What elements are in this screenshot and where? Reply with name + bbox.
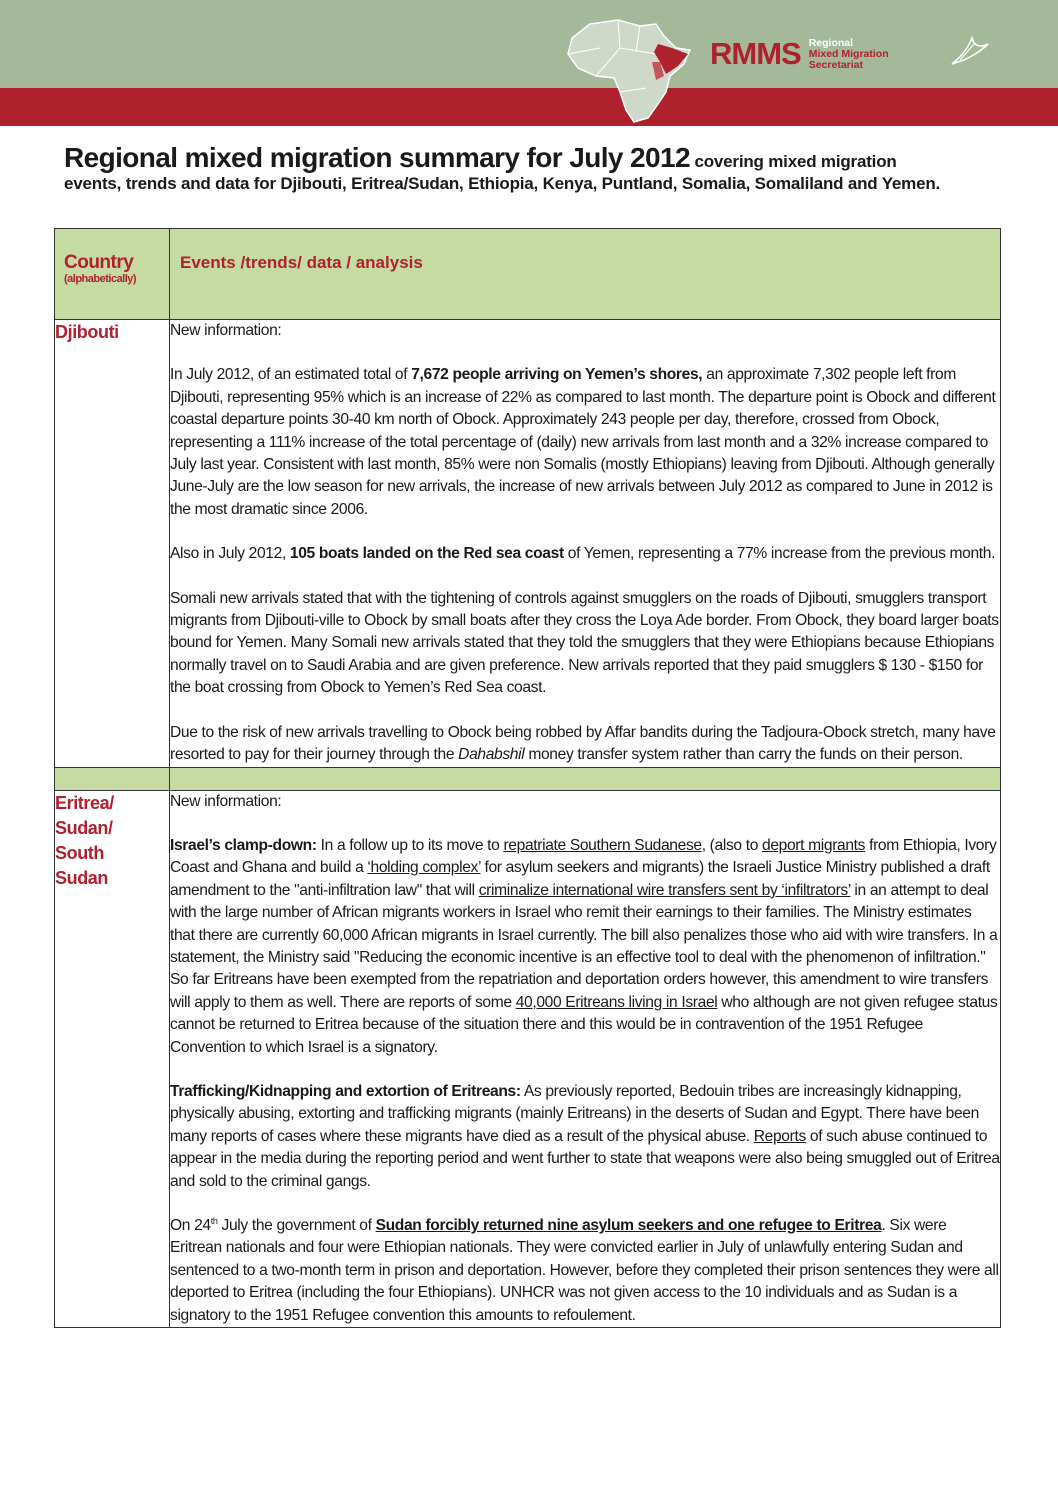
text: In July 2012, of an estimated total of <box>170 366 412 384</box>
bold-text: 105 boats landed on the Red sea coast <box>289 545 564 563</box>
header-events-cell <box>170 229 1001 320</box>
separator-cell <box>170 767 1001 790</box>
new-info-heading: New information: <box>170 792 282 810</box>
eritrea-paragraph-2 <box>170 1081 1000 1193</box>
country-eritrea-sudan <box>55 790 170 1328</box>
text: In a follow up to its move to <box>316 836 504 854</box>
title-main: Regional mixed migration summary for July 2012 <box>64 142 690 173</box>
header-country-note: (alphabetically) <box>64 273 137 285</box>
link-reports[interactable]: Reports <box>753 1127 806 1145</box>
title-sub-inline: covering mixed migration <box>689 152 897 171</box>
eritrea-paragraph-1 <box>170 835 1000 1059</box>
rmms-logo <box>710 34 889 74</box>
country-line: Sudan <box>55 867 109 888</box>
text: for asylum seekers and migrants) the Israeli Justice Ministry published a draft amendment to the "anti-infiltration law" that will <box>170 859 990 899</box>
text: . Six were Eritrean nationals and four were Ethiopian nationals. They were convicted earlier in July of unlawfully entering Sudan and sentenced to a two-month term in prison and deportation. However, before they completed their prison sentences they were all deported to Eritrea (including the four Ethiopians). UNHCR was not given access to the 10 individuals and as Sudan is a signatory to the 1951 Refugee convention this amounts to refoulement. <box>170 1217 999 1324</box>
paragraph-heading: Israel’s clamp-down: <box>170 836 317 854</box>
text: Also in July 2012, <box>170 545 290 563</box>
text: On 24 <box>170 1217 211 1234</box>
link-eritreans-israel[interactable]: 40,000 Eritreans living in Israel <box>515 993 718 1011</box>
text: in an attempt to deal with the large number of African migrants workers in Israel who remit their earnings to their families. The Ministry estimates that there are currently 60,000 African migrants in Israel currently. The bill also penalizes those who aid with wire transfers. In a statement, the Ministry said "Reducing the economic incentive is an effective tool to deal with the phenomenon of infiltration." So far Eritreans have been exempted from the repatriation and deportation orders however, this amendment to wire transfers will apply to them as well. There are reports of some <box>170 881 998 1011</box>
text: who although are not given refugee status cannot be returned to Eritrea because of the situation there and this would be in contravention of the 1951 Refugee Convention to which Israel is a signatory. <box>170 993 998 1056</box>
table-row-eritrea <box>55 790 1001 1328</box>
link-repatriate[interactable]: repatriate Southern Sudanese <box>503 836 702 854</box>
header-red-band <box>0 88 1058 126</box>
logo-line-1: Regional <box>808 36 854 49</box>
country-name: Djibouti <box>55 322 119 342</box>
link-criminalize-transfers[interactable]: criminalize international wire transfers sent by ‘infiltrators’ <box>478 881 851 899</box>
bold-text: 7,672 people arriving on Yemen’s shores, <box>411 366 703 384</box>
djibouti-paragraph-4 <box>170 722 1000 767</box>
text: As previously reported, Bedouin tribes are increasingly kidnapping, physically abusing, extorting and trafficking migrants (mainly Eritreans) in the deserts of Sudan and Egypt. There have been many reports of cases where these migrants have died as a result of the physical abuse. <box>170 1082 979 1145</box>
logo-acronym: RMMS <box>710 36 801 71</box>
italic-text: Dahabshil <box>458 746 525 764</box>
logo-fullname <box>809 38 889 71</box>
djibouti-content <box>170 320 1001 768</box>
superscript: th <box>210 1215 218 1226</box>
eritrea-content <box>170 790 1001 1328</box>
header-country-cell <box>55 229 170 320</box>
link-sudan-returned[interactable]: Sudan forcibly returned nine asylum seekers and one refugee to Eritrea <box>375 1217 882 1234</box>
text: Due to the risk of new arrivals travelling to Obock being robbed by Affar bandits during the Tadjoura-Obock stretch, many have resorted to pay for their journey through the <box>170 723 996 764</box>
header-country: Country <box>64 252 134 273</box>
header-green-band <box>0 0 1058 88</box>
bird-icon <box>950 34 990 68</box>
country-line: South <box>55 842 104 863</box>
africa-map-icon <box>560 18 700 126</box>
table-row-djibouti <box>55 320 1001 768</box>
text: of such abuse continued to appear in the media during the reporting period and went further to state that weapons were also being smuggled out of Eritrea and sold to the criminal gangs. <box>170 1127 1000 1190</box>
country-line: Eritrea/ <box>55 792 114 813</box>
text: from Ethiopia, Ivory Coast and Ghana and build a <box>170 836 997 877</box>
text: an approximate 7,302 people left from Djibouti, representing 95% which is an increase of 22% as compared to last month. The departure point is Obock and different coastal departure points 30-40 km north of Obock. Approximately 243 people per day, therefore, crossed from Obock, representing a 111% increase of the total percentage of (daily) new arrivals from last month and a 32% increase compared to July last year. Consistent with last month, 85% were non Somalis (mostly Ethiopians) leaving from Djibouti. Although generally June-July are the low season for new arrivals, the increase of new arrivals between July 2012 as compared to June in 2012 is the most dramatic since 2006. <box>170 366 996 518</box>
text: money transfer system rather than carry the funds on their person. <box>524 746 963 764</box>
djibouti-paragraph-2 <box>170 543 1000 565</box>
new-info-heading <box>170 320 1000 342</box>
djibouti-paragraph-1 <box>170 364 1000 521</box>
paragraph-heading: Trafficking/Kidnapping and extortion of Eritreans: <box>170 1082 521 1100</box>
document-title <box>64 142 1004 195</box>
new-info-colon: : <box>277 322 282 339</box>
summary-table <box>54 228 1001 1328</box>
logo-line-2: Mixed Migration <box>808 47 889 60</box>
title-sub-line2: events, trends and data for Djibouti, Eritrea/Sudan, Ethiopia, Kenya, Puntland, Somalia, Somaliland and Yemen. <box>64 174 941 194</box>
text: , (also to <box>701 836 763 854</box>
text: of Yemen, representing a 77% increase from the previous month. <box>563 545 996 563</box>
table-separator-row <box>55 767 1001 790</box>
logo-line-3: Secretariat <box>808 58 864 71</box>
header-events: Events /trends/ data / analysis <box>180 253 423 272</box>
link-deport-migrants[interactable]: deport migrants <box>762 836 866 854</box>
country-line: Sudan/ <box>55 817 113 838</box>
separator-cell <box>55 767 170 790</box>
table-header-row <box>55 229 1001 320</box>
text: July the government of <box>217 1217 376 1234</box>
new-info-text: New information <box>170 322 278 339</box>
eritrea-paragraph-3 <box>170 1215 1000 1327</box>
country-djibouti <box>55 320 170 768</box>
link-holding-complex[interactable]: ‘holding complex’ <box>367 859 481 877</box>
djibouti-paragraph-3: Somali new arrivals stated that with the tightening of controls against smugglers on the roads of Djibouti, smugglers transport migrants from Djibouti-ville to Obock by small boats after they cross the Loya Ade border. From Obock, they board larger boats bound for Yemen. Many Somali new arrivals stated that they told the smugglers that they were Ethiopians because Ethiopians normally travel on to Saudi Arabia and are given preference. New arrivals reported that they paid smugglers $ 130 - $150 for the boat crossing from Obock to Yemen’s Red Sea coast. <box>170 589 999 697</box>
